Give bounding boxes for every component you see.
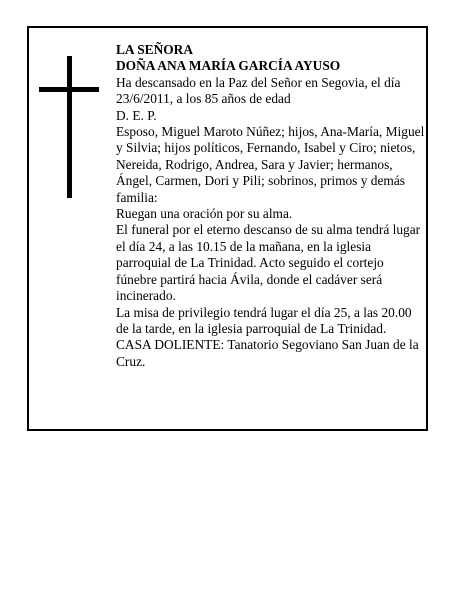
- deceased-name: DOÑA ANA MARÍA GARCÍA AYUSO: [116, 58, 341, 74]
- funeral-details: El funeral por el eterno descanso de su alma tendrá lugar el día 24, a las 10.15 de la mañana, en la iglesia parroquial de La Trinidad. Acto seguido el cortejo fúnebre partirá hacia Ávila, donde el cadáver será incinerado.: [116, 222, 421, 304]
- rest-in-peace: D. E. P.: [116, 107, 157, 123]
- obituary-notice: [27, 26, 428, 431]
- family-list: Esposo, Miguel Maroto Núñez; hijos, Ana-María, Miguel y Silvia; hijos políticos, Fernando, Isabel y Ciro; nietos, Nereida, Rodrigo, Andrea, Sara y Javier; hermanos, Ángel, Carmen, Dori y Pili; sobrinos, primos y demás familia:: [116, 124, 425, 205]
- notice-text: [116, 42, 426, 370]
- funeral-home: CASA DOLIENTE: Tanatorio Segoviano San Juan de la Cruz.: [116, 337, 419, 369]
- notice-title: LA SEÑORA: [116, 42, 194, 57]
- death-announcement: Ha descansado en la Paz del Señor en Segovia, el día 23/6/2011, a los 85 años de edad: [116, 74, 401, 107]
- cross-horizontal-bar: [39, 87, 99, 92]
- mass-details: La misa de privilegio tendrá lugar el día 25, a las 20.00 de la tarde, en la iglesia parroquial de La Trinidad.: [116, 304, 412, 336]
- latin-cross-icon: [39, 56, 99, 198]
- cross-vertical-bar: [67, 56, 72, 198]
- prayer-request: Ruegan una oración por su alma.: [116, 206, 293, 222]
